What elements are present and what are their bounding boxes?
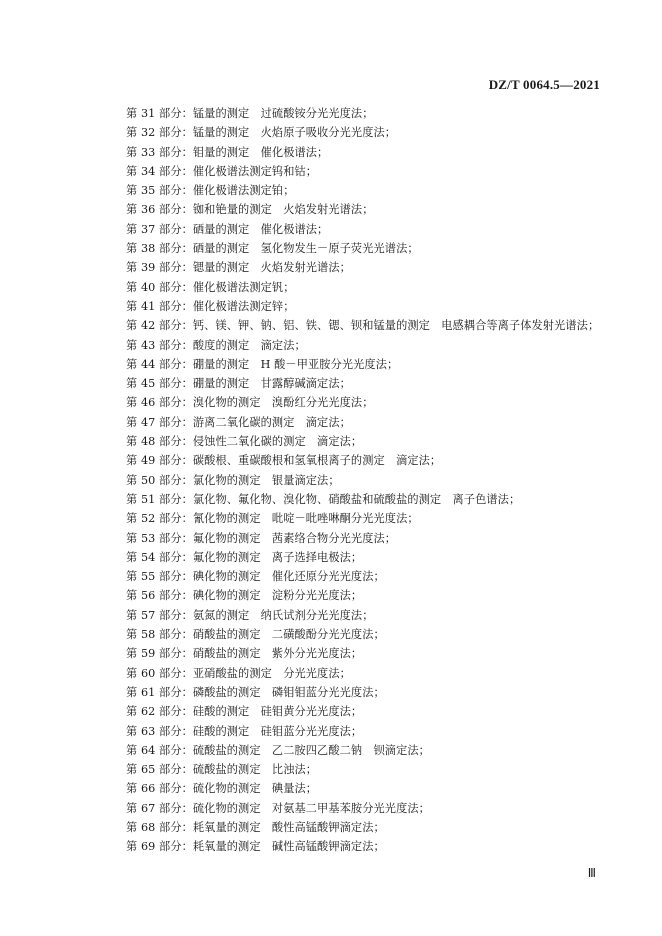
list-item: 第 50 部分：氯化物的测定 银量滴定法； <box>126 473 340 487</box>
page-number: Ⅲ <box>587 866 596 880</box>
list-item: 第 47 部分：游离二氧化碳的测定 滴定法； <box>126 415 351 429</box>
list-item: 第 48 部分：侵蚀性二氧化碳的测定 滴定法； <box>126 435 363 449</box>
list-item: 第 61 部分：磷酸盐的测定 磷钼钼蓝分光光度法； <box>126 685 385 699</box>
list-item: 第 37 部分：硒量的测定 催化极谱法； <box>126 222 329 236</box>
parts-list <box>126 104 600 857</box>
list-item: 第 49 部分：碳酸根、重碳酸根和氢氧根离子的测定 滴定法； <box>126 454 442 468</box>
list-item: 第 64 部分：硫酸盐的测定 乙二胺四乙酸二钠 钡滴定法； <box>126 743 430 757</box>
list-item: 第 32 部分：锰量的测定 火焰原子吸收分光光度法； <box>126 126 397 140</box>
list-item: 第 58 部分：硝酸盐的测定 二磺酸酚分光光度法； <box>126 628 385 642</box>
list-item: 第 52 部分：氰化物的测定 吡啶－吡唑啉酮分光光度法； <box>126 512 419 526</box>
list-item: 第 35 部分：催化极谱法测定铂； <box>126 184 295 198</box>
list-item: 第 38 部分：硒量的测定 氢化物发生－原子荧光光谱法； <box>126 242 419 256</box>
list-item: 第 68 部分：耗氧量的测定 酸性高锰酸钾滴定法； <box>126 820 385 834</box>
list-item: 第 39 部分：锶量的测定 火焰发射光谱法； <box>126 261 351 275</box>
list-item: 第 51 部分：氯化物、氟化物、溴化物、硝酸盐和硫酸盐的测定 离子色谱法； <box>126 492 521 506</box>
list-item: 第 31 部分：锰量的测定 过硫酸铵分光光度法； <box>126 107 374 120</box>
list-item: 第 63 部分：硅酸的测定 硅钼蓝分光光度法； <box>126 724 363 738</box>
standard-code: DZ/T 0064.5—2021 <box>488 77 600 92</box>
list-item: 第 65 部分：硫酸盐的测定 比浊法； <box>126 763 318 777</box>
list-item: 第 46 部分：溴化物的测定 溴酚红分光光度法； <box>126 396 374 410</box>
list-item: 第 59 部分：硝酸盐的测定 紫外分光光度法； <box>126 647 363 661</box>
list-item: 第 66 部分：硫化物的测定 碘量法； <box>126 782 318 796</box>
list-item: 第 36 部分：铷和铯量的测定 火焰发射光谱法； <box>126 203 374 217</box>
list-item: 第 33 部分：钼量的测定 催化极谱法； <box>126 145 329 159</box>
list-item: 第 55 部分：碘化物的测定 催化还原分光光度法； <box>126 570 385 584</box>
list-item: 第 57 部分：氨氮的测定 纳氏试剂分光光度法； <box>126 608 374 622</box>
list-item: 第 43 部分：酸度的测定 滴定法； <box>126 338 306 352</box>
list-item: 第 40 部分：催化极谱法测定钒； <box>126 280 295 294</box>
list-item: 第 54 部分：氟化物的测定 离子选择电极法； <box>126 550 363 564</box>
list-item: 第 41 部分：催化极谱法测定锌； <box>126 299 295 313</box>
list-item: 第 42 部分：钙、镁、钾、钠、铝、铁、锶、钡和锰量的测定 电感耦合等离子体发射光谱法； <box>126 319 600 333</box>
list-item: 第 56 部分：碘化物的测定 淀粉分光光度法； <box>126 589 363 603</box>
list-item: 第 67 部分：硫化物的测定 对氨基二甲基苯胺分光光度法； <box>126 801 430 815</box>
list-item: 第 34 部分：催化极谱法测定钨和钴； <box>126 164 318 178</box>
list-item: 第 53 部分：氟化物的测定 茜素络合物分光光度法； <box>126 531 397 545</box>
list-item: 第 62 部分：硅酸的测定 硅钼黄分光光度法； <box>126 705 363 719</box>
list-item: 第 45 部分：硼量的测定 甘露醇碱滴定法； <box>126 377 351 391</box>
list-item: 第 44 部分：硼量的测定 H 酸－甲亚胺分光光度法； <box>126 357 399 371</box>
list-item: 第 69 部分：耗氧量的测定 碱性高锰酸钾滴定法； <box>126 840 385 854</box>
list-item: 第 60 部分：亚硝酸盐的测定 分光光度法； <box>126 666 351 680</box>
